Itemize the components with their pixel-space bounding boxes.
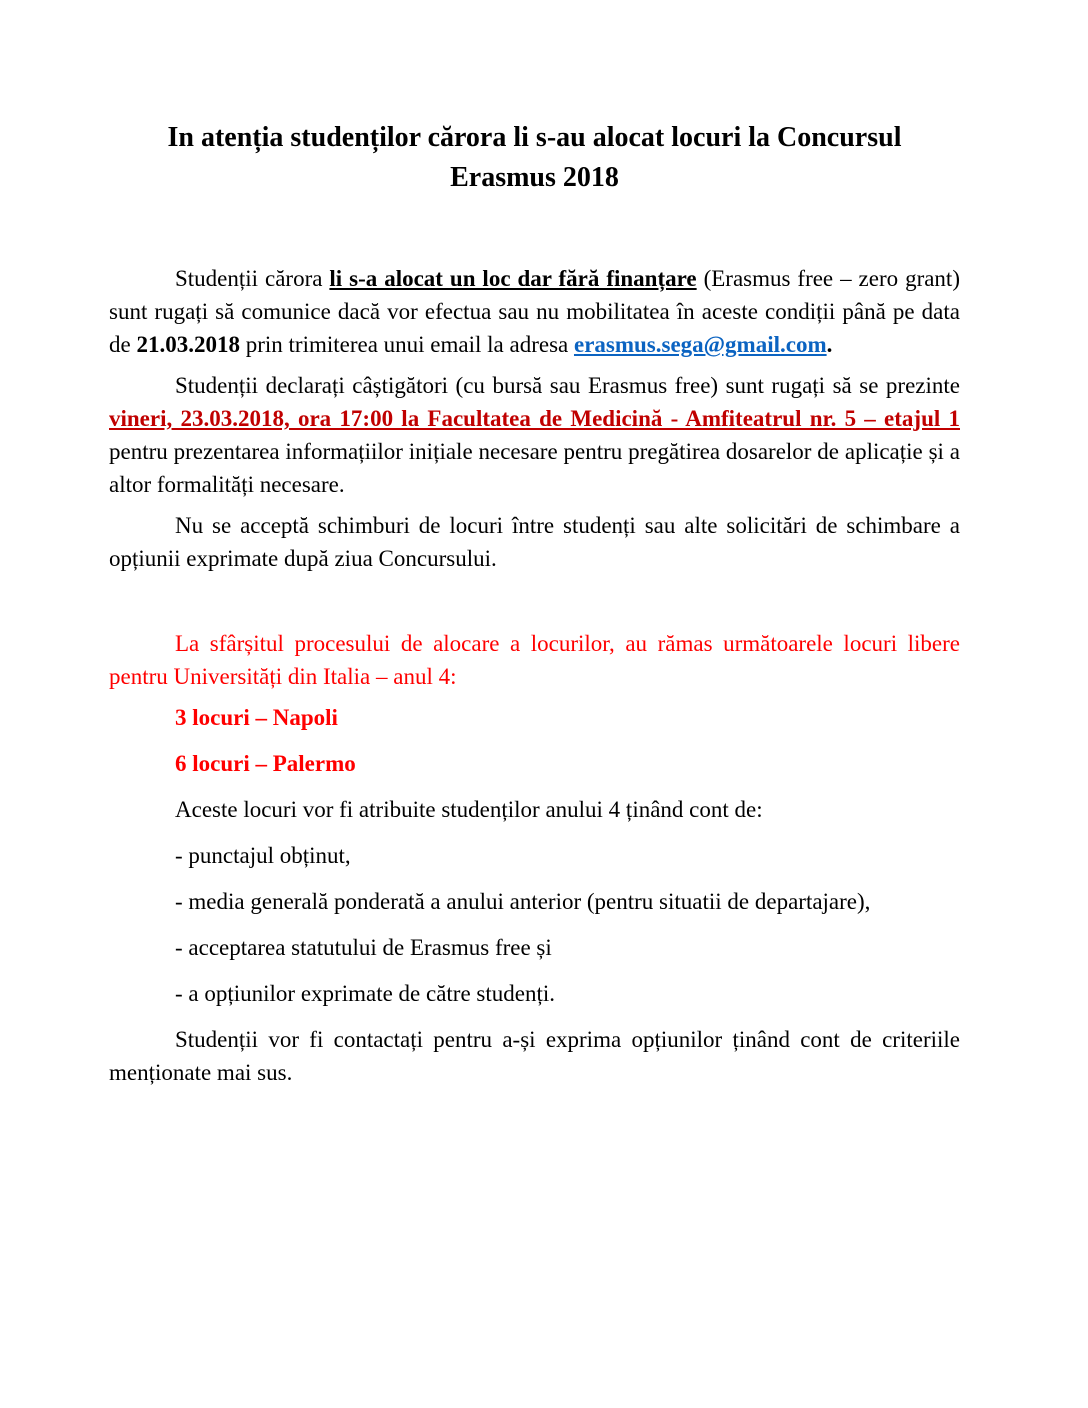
paragraph-no-exchanges: Nu se acceptă schimburi de locuri între studenți sau alte solicitări de schimbare a opțiunii exprimate după ziua Concursului. [109, 513, 960, 571]
paragraph-remaining-slots-intro: La sfârșitul procesului de alocare a locurilor, au rămas următoarele locuri libere pentru Universități din Italia – anul 4: [109, 631, 960, 689]
title-line-1: In atenția studenților cărora li s-au alocat locuri la Concursul [167, 122, 902, 153]
paragraph-contact-notice: Studenții vor fi contactați pentru a-și exprima opțiunilor ținând cont de criteriile menționate mai sus. [109, 1027, 960, 1085]
p1-text-3: prin trimiterea unui email la adresa [239, 332, 574, 357]
slot-line-napoli: 3 locuri – Napoli [175, 705, 338, 730]
p1-text-2: (Erasmus free – zero grant) sunt rugați să comunice dacă vor efectua sau nu mobilitatea în aceste condiții până pe data de [109, 266, 960, 357]
document-title [109, 118, 960, 198]
criterion-student-options: - a opțiunilor exprimate de către studenți. [175, 981, 556, 1006]
p2-text-1: Studenții declarați câștigători (cu bursă sau Erasmus free) sunt rugați să se prezinte [175, 373, 960, 398]
slot-line-palermo: 6 locuri – Palermo [175, 751, 356, 776]
paragraph-erasmus-free-notice [109, 262, 960, 361]
criterion-erasmus-free-status: - acceptarea statutului de Erasmus free și [175, 935, 552, 960]
criterion-score: - punctajul obținut, [175, 843, 351, 868]
p1-text-1: Studenții cărora [175, 266, 330, 291]
p2-meeting-info: vineri, 23.03.2018, ora 17:00 la Facultatea de Medicină - Amfiteatrul nr. 5 – etajul 1 [109, 406, 960, 431]
blank-line-spacer [109, 583, 960, 627]
title-line-2: Erasmus 2018 [450, 162, 619, 193]
p2-text-2: pentru prezentarea informațiilor inițiale necesare pentru pregătirea dosarelor de aplicație și a altor formalități necesare. [109, 439, 960, 497]
paragraph-winners-meeting [109, 369, 960, 501]
p1-bold-underline-phrase: li s-a alocat un loc dar fără finanțare [329, 266, 697, 291]
p1-deadline-date: 21.03.2018 [136, 332, 240, 357]
criterion-average-grade: - media generală ponderată a anului anterior (pentru situatii de departajare), [175, 889, 871, 914]
paragraph-allocation-rule: Aceste locuri vor fi atribuite studenților anului 4 ținând cont de: [175, 797, 763, 822]
email-link[interactable]: erasmus.sega@gmail.com [573, 332, 827, 357]
p1-final-period: . [826, 332, 833, 357]
